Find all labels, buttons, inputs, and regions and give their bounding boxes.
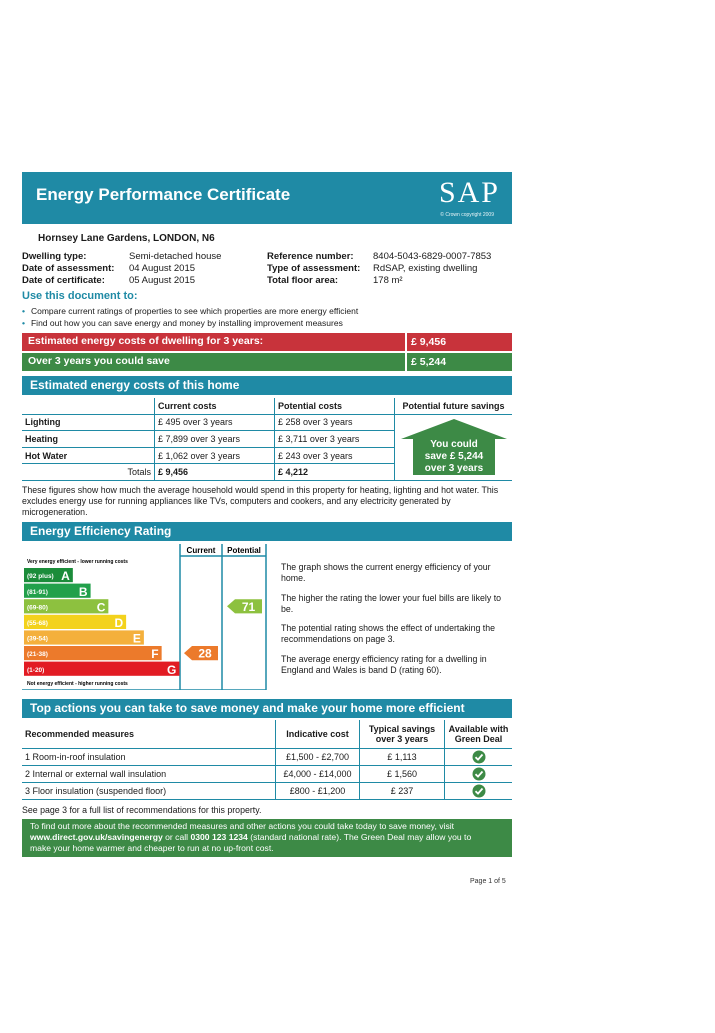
potential-cost-cell: £ 258 over 3 years (275, 414, 395, 431)
col-current-costs: Current costs (155, 398, 275, 414)
dwelling-type-value: Semi-detached house (129, 251, 222, 262)
table-row (22, 414, 512, 431)
assessment-type-value: RdSAP, existing dwelling (373, 263, 478, 274)
efficiency-section-title: Energy Efficiency Rating (30, 524, 172, 538)
current-cost-cell: £ 495 over 3 years (155, 414, 275, 431)
potential-column-header: Potential (227, 546, 261, 555)
assessment-date-value: 04 August 2015 (129, 263, 196, 274)
band-range-label: (21-38) (27, 651, 48, 659)
current-column-header: Current (186, 546, 216, 555)
measure-cell: 1 Room-in-roof insulation (22, 748, 276, 765)
band-letter: A (61, 569, 70, 584)
dwelling-type-label: Dwelling type: (22, 251, 87, 262)
totals-label: Totals (22, 464, 155, 481)
rating-paragraph-2: The higher the rating the lower your fuel bills are likely to be. (281, 593, 502, 614)
band-g-bar (24, 662, 179, 676)
actions-section-header (22, 699, 512, 718)
savings-arrow-line3: over 3 years (424, 463, 483, 475)
band-letter: D (114, 616, 124, 630)
band-range-label: (55-68) (27, 620, 48, 627)
rating-paragraph-1: The graph shows the current energy efficiency of your home. (281, 562, 491, 583)
estimated-cost-value: £ 9,456 (405, 333, 446, 351)
table-header-row (22, 398, 512, 414)
band-letter: E (132, 631, 141, 646)
green-deal-cell (445, 765, 513, 782)
savings-cell: £ 1,560 (360, 765, 445, 782)
band-range-label: (92 plus) (27, 573, 54, 581)
savings-arrow-cell (395, 414, 513, 480)
cost-cell: £1,500 - £2,700 (276, 748, 360, 765)
savingenergy-link[interactable]: www.direct.gov.uk/savingenergy (30, 832, 163, 842)
efficiency-bottom-note: Not energy efficient - higher running costs (27, 681, 128, 687)
row-label: Heating (22, 431, 155, 448)
costs-section-header (22, 376, 512, 395)
cost-cell: £4,000 - £14,000 (276, 765, 360, 782)
green-box-line1: To find out more about the recommended measures and other actions you could take today to save money, visit (30, 821, 455, 831)
recommendations-table (22, 720, 512, 800)
green-deal-cell (445, 748, 513, 765)
rating-paragraph-4: The average energy efficiency rating for a dwelling in England and Wales is band D (rating 60). (281, 654, 487, 675)
col-typical-savings: Typical savings over 3 years (360, 720, 445, 748)
check-icon (472, 784, 486, 798)
totals-current: £ 9,456 (155, 464, 275, 481)
sap-logo: SAP (438, 176, 500, 209)
efficiency-top-note: Very energy efficient - lower running costs (27, 559, 128, 565)
savings-arrow-icon (399, 417, 509, 477)
band-range-label: (1-20) (27, 666, 45, 674)
band-letter: F (151, 647, 159, 662)
savings-value: £ 5,244 (405, 353, 446, 371)
actions-section-title: Top actions you can take to save money and make your home more efficient (30, 701, 465, 715)
savings-arrow-line2: save £ 5,244 (424, 451, 483, 463)
row-label: Hot Water (22, 447, 155, 464)
savings-label: Over 3 years you could save (28, 355, 170, 367)
list-item: • Find out how you can save energy and money by installing improvement measures (22, 318, 343, 328)
page-title: Energy Performance Certificate (36, 185, 291, 204)
sap-copyright: © Crown copyright 2009 (440, 212, 494, 218)
col-future-savings: Potential future savings (395, 398, 513, 414)
col-measures: Recommended measures (22, 720, 276, 748)
check-icon (472, 767, 486, 781)
green-deal-info-box (22, 819, 512, 857)
assessment-type-label: Type of assessment: (267, 263, 361, 274)
estimated-cost-bar (22, 333, 512, 351)
phone-number: 0300 123 1234 (190, 832, 248, 842)
reference-label: Reference number: (267, 251, 354, 262)
check-icon (472, 750, 486, 764)
green-box-line2: (standard national rate). The Green Deal may allow you to (247, 832, 472, 842)
col-green-deal: Available with Green Deal (445, 720, 513, 748)
use-document-title: Use this document to: (22, 290, 138, 302)
band-range-label: (39-54) (27, 635, 48, 643)
property-address: Hornsey Lane Gardens, LONDON, N6 (38, 233, 215, 244)
current-rating-value: 28 (198, 646, 212, 661)
band-letter: G (167, 662, 177, 677)
table-row (22, 748, 512, 765)
potential-cost-cell: £ 3,711 over 3 years (275, 431, 395, 448)
band-letter: B (78, 584, 88, 599)
cost-cell: £800 - £1,200 (276, 782, 360, 799)
assessment-date-label: Date of assessment: (22, 263, 115, 274)
measure-cell: 2 Internal or external wall insulation (22, 765, 276, 782)
list-item: • Compare current ratings of properties to see which properties are more energy efficient (22, 306, 359, 316)
estimated-cost-label: Estimated energy costs of dwelling for 3 years: (28, 335, 264, 347)
page-number: Page 1 of 5 (470, 878, 506, 885)
page3-note: See page 3 for a full list of recommendations for this property. (22, 805, 262, 815)
costs-table (22, 398, 512, 481)
totals-potential: £ 4,212 (275, 464, 395, 481)
costs-description: These figures show how much the average household would spend in this property for heating, lighting and hot water. This excludes energy use for running appliances like TVs, computers and cookers, and any electricity generated by microgeneration. (22, 485, 499, 517)
band-range-label: (81-91) (27, 588, 48, 596)
table-header-blank (22, 398, 155, 414)
table-row (22, 765, 512, 782)
col-potential-costs: Potential costs (275, 398, 395, 414)
col-indicative-cost: Indicative cost (276, 720, 360, 748)
costs-section-title: Estimated energy costs of this home (30, 378, 240, 392)
savings-arrow-line1: You could (429, 439, 478, 451)
green-box-line3: make your home warmer and cheaper to run at no up-front cost. (30, 843, 274, 853)
efficiency-section-header (22, 522, 512, 541)
band-range-label: (69-80) (27, 604, 48, 612)
reference-value: 8404-5043-6829-0007-7853 (373, 251, 492, 262)
green-deal-cell (445, 782, 513, 799)
savings-cell: £ 1,113 (360, 748, 445, 765)
row-label: Lighting (22, 414, 155, 431)
savings-cell: £ 237 (360, 782, 445, 799)
floor-area-value: 178 m² (373, 275, 403, 286)
certificate-header (22, 172, 512, 224)
savings-bar (22, 353, 512, 371)
potential-cost-cell: £ 243 over 3 years (275, 447, 395, 464)
green-box-mid: or call (162, 832, 191, 842)
rating-paragraph-3: The potential rating shows the effect of undertaking the recommendations on page 3. (281, 623, 496, 644)
potential-rating-value: 71 (241, 599, 256, 614)
band-letter: C (96, 600, 106, 615)
table-header-row (22, 720, 512, 748)
measure-cell: 3 Floor insulation (suspended floor) (22, 782, 276, 799)
certificate-date-value: 05 August 2015 (129, 275, 196, 286)
bullet-icon: • (22, 306, 25, 316)
floor-area-label: Total floor area: (267, 275, 339, 286)
table-row (22, 782, 512, 799)
current-cost-cell: £ 1,062 over 3 years (155, 447, 275, 464)
certificate-date-label: Date of certificate: (22, 275, 105, 286)
current-cost-cell: £ 7,899 over 3 years (155, 431, 275, 448)
use-document-list (22, 305, 358, 329)
bullet-icon: • (22, 318, 25, 328)
efficiency-rating-chart (22, 544, 267, 690)
